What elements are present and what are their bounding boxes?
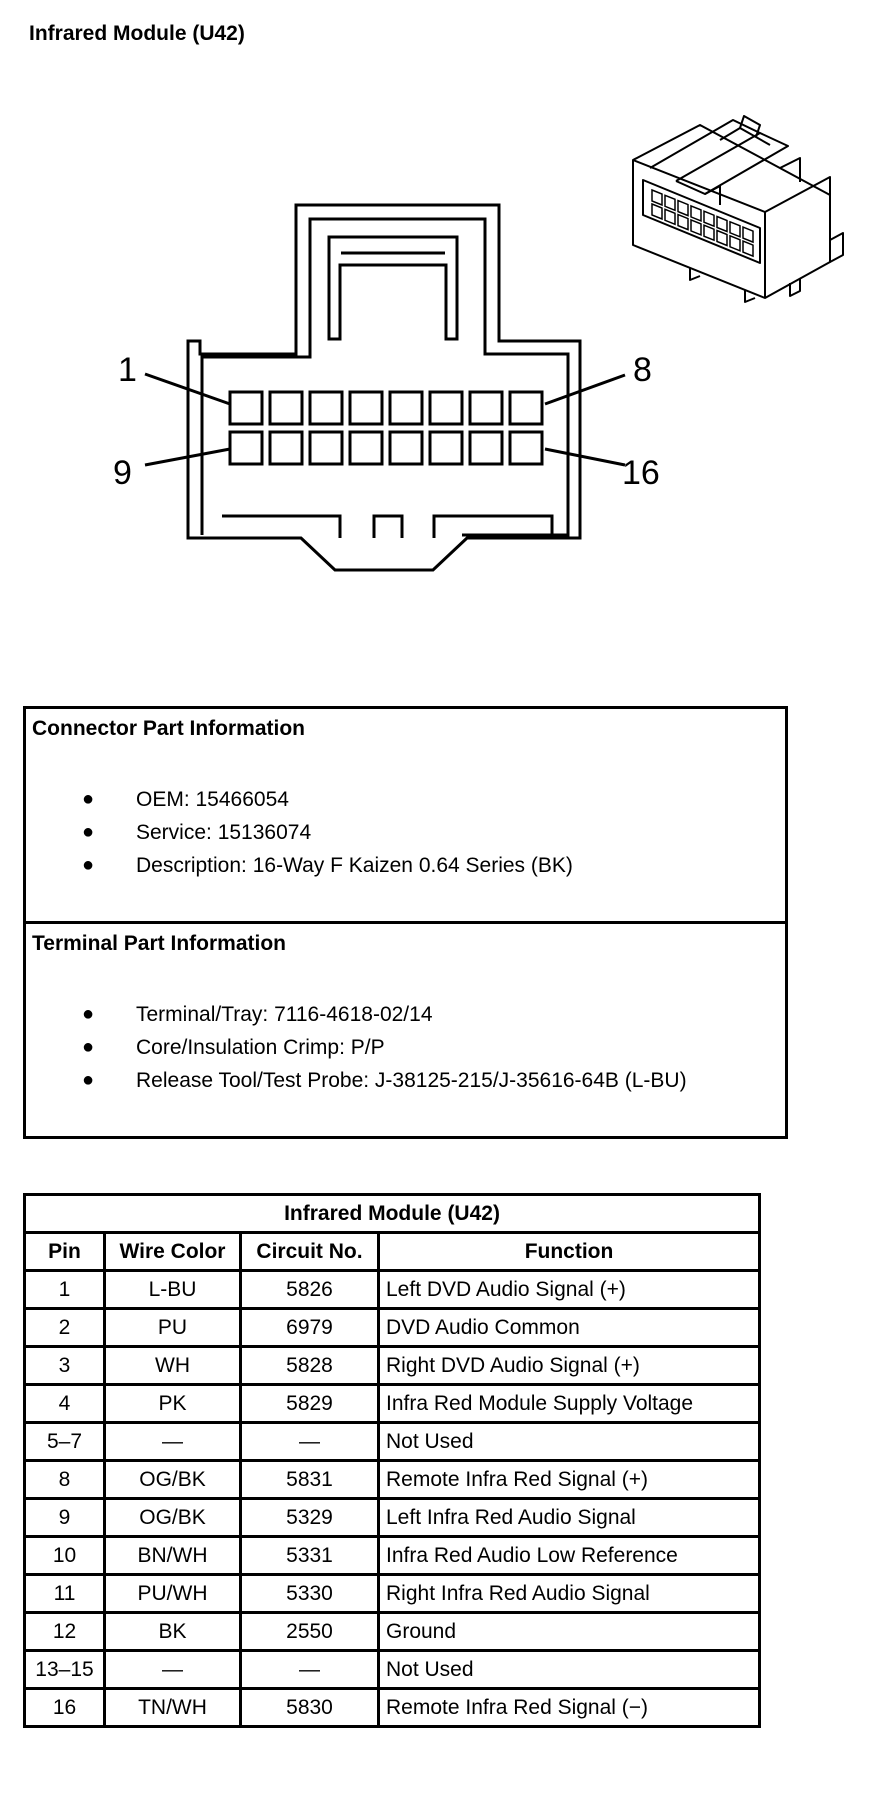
connector-info-list (32, 783, 785, 882)
pin-cavity (470, 432, 502, 464)
list-item (32, 998, 785, 1031)
terminal-part-information (26, 924, 785, 1136)
bullet-icon: ● (82, 821, 95, 843)
table-row (25, 1499, 760, 1537)
pin-label-8: 8 (633, 351, 652, 389)
function-cell: Infra Red Module Supply Voltage (379, 1385, 760, 1423)
connector-info-description: Description: 16-Way F Kaizen 0.64 Series (BK) (136, 854, 573, 877)
circuit-number-cell: 5830 (241, 1689, 379, 1727)
terminal-info-heading: Terminal Part Information (32, 932, 286, 955)
pin-cavity (510, 392, 542, 424)
pin-cell: 16 (25, 1689, 105, 1727)
wire-color-cell: TN/WH (105, 1689, 241, 1727)
function-cell: Left DVD Audio Signal (+) (379, 1271, 760, 1309)
pin-label-9: 9 (113, 454, 132, 492)
part-information-box (23, 706, 788, 1139)
list-item (32, 849, 785, 882)
pin-cavity (270, 432, 302, 464)
page-title: Infrared Module (U42) (29, 22, 245, 45)
pin-cell: 11 (25, 1575, 105, 1613)
list-item (32, 1064, 785, 1097)
pin-cavity (310, 432, 342, 464)
wire-color-cell: — (105, 1651, 241, 1689)
terminal-info-crimp: Core/Insulation Crimp: P/P (136, 1036, 385, 1059)
pin-cavity (390, 432, 422, 464)
pin-cell: 10 (25, 1537, 105, 1575)
table-row (25, 1575, 760, 1613)
wire-color-cell: OG/BK (105, 1461, 241, 1499)
table-row (25, 1613, 760, 1651)
pin-cell: 5–7 (25, 1423, 105, 1461)
circuit-number-cell: — (241, 1651, 379, 1689)
connector-face-outline (188, 205, 580, 570)
table-row (25, 1309, 760, 1347)
column-header-function: Function (379, 1233, 760, 1271)
function-cell: Right Infra Red Audio Signal (379, 1575, 760, 1613)
function-cell: Right DVD Audio Signal (+) (379, 1347, 760, 1385)
function-cell: Left Infra Red Audio Signal (379, 1499, 760, 1537)
terminal-info-tray: Terminal/Tray: 7116-4618-02/14 (136, 1003, 433, 1026)
column-header-circuit-no: Circuit No. (241, 1233, 379, 1271)
pin-cell: 4 (25, 1385, 105, 1423)
table-title-row (25, 1195, 760, 1233)
circuit-number-cell: — (241, 1423, 379, 1461)
function-cell: Not Used (379, 1651, 760, 1689)
pin-cell: 9 (25, 1499, 105, 1537)
pin-cavity (350, 432, 382, 464)
circuit-number-cell: 5329 (241, 1499, 379, 1537)
pin-cavity (510, 432, 542, 464)
connector-info-service: Service: 15136074 (136, 821, 312, 844)
function-cell: Infra Red Audio Low Reference (379, 1537, 760, 1575)
circuit-number-cell: 5330 (241, 1575, 379, 1613)
function-cell: DVD Audio Common (379, 1309, 760, 1347)
pin-leader-lines (145, 374, 625, 465)
connector-diagram (0, 0, 880, 640)
pin-16-leader (545, 449, 625, 465)
connector-info-heading: Connector Part Information (32, 717, 306, 740)
wire-color-cell: PK (105, 1385, 241, 1423)
pin-cavity (350, 392, 382, 424)
table-row (25, 1689, 760, 1727)
pin-cavity (310, 392, 342, 424)
circuit-number-cell: 2550 (241, 1613, 379, 1651)
pin-cavity (390, 392, 422, 424)
table-row (25, 1651, 760, 1689)
terminal-info-release-tool: Release Tool/Test Probe: J-38125-215/J-35616-64B (L-BU) (136, 1069, 687, 1092)
bullet-icon: ● (82, 1069, 95, 1091)
table-row (25, 1461, 760, 1499)
wire-color-cell: PU/WH (105, 1575, 241, 1613)
pin-function-table (23, 1193, 761, 1728)
list-item (32, 783, 785, 816)
table-header-row (25, 1233, 760, 1271)
column-header-wire-color: Wire Color (105, 1233, 241, 1271)
pin-cavity (270, 392, 302, 424)
circuit-number-cell: 5826 (241, 1271, 379, 1309)
wire-color-cell: L-BU (105, 1271, 241, 1309)
pin-cavity (430, 432, 462, 464)
pin-cell: 3 (25, 1347, 105, 1385)
table-row (25, 1385, 760, 1423)
table-row (25, 1347, 760, 1385)
wire-color-cell: WH (105, 1347, 241, 1385)
pin-cell: 1 (25, 1271, 105, 1309)
bullet-icon: ● (82, 1036, 95, 1058)
pin-label-1: 1 (118, 351, 137, 389)
circuit-number-cell: 6979 (241, 1309, 379, 1347)
pin-label-16: 16 (622, 454, 660, 492)
table-row (25, 1537, 760, 1575)
pin-cavity (230, 432, 262, 464)
wire-color-cell: — (105, 1423, 241, 1461)
pin-cell: 13–15 (25, 1651, 105, 1689)
pin-table-body (25, 1271, 760, 1727)
pin-cavity (470, 392, 502, 424)
function-cell: Ground (379, 1613, 760, 1651)
pin-cavity-grid (230, 392, 542, 464)
bullet-icon: ● (82, 1003, 95, 1025)
table-row (25, 1271, 760, 1309)
circuit-number-cell: 5831 (241, 1461, 379, 1499)
terminal-info-list (32, 998, 785, 1097)
wire-color-cell: PU (105, 1309, 241, 1347)
circuit-number-cell: 5829 (241, 1385, 379, 1423)
pin-cell: 8 (25, 1461, 105, 1499)
list-item (32, 1031, 785, 1064)
pin-cell: 2 (25, 1309, 105, 1347)
connector-part-information (26, 709, 785, 924)
table-row (25, 1423, 760, 1461)
function-cell: Remote Infra Red Signal (+) (379, 1461, 760, 1499)
connector-info-oem: OEM: 15466054 (136, 788, 289, 811)
pin-cavity (430, 392, 462, 424)
circuit-number-cell: 5828 (241, 1347, 379, 1385)
wire-color-cell: BN/WH (105, 1537, 241, 1575)
table-title: Infrared Module (U42) (25, 1195, 760, 1233)
bullet-icon: ● (82, 788, 95, 810)
bullet-icon: ● (82, 854, 95, 876)
wire-color-cell: BK (105, 1613, 241, 1651)
wire-color-cell: OG/BK (105, 1499, 241, 1537)
pin-8-leader (545, 375, 625, 404)
column-header-pin: Pin (25, 1233, 105, 1271)
list-item (32, 816, 785, 849)
pin-cell: 12 (25, 1613, 105, 1651)
function-cell: Remote Infra Red Signal (−) (379, 1689, 760, 1727)
function-cell: Not Used (379, 1423, 760, 1461)
circuit-number-cell: 5331 (241, 1537, 379, 1575)
pin-cavity (230, 392, 262, 424)
